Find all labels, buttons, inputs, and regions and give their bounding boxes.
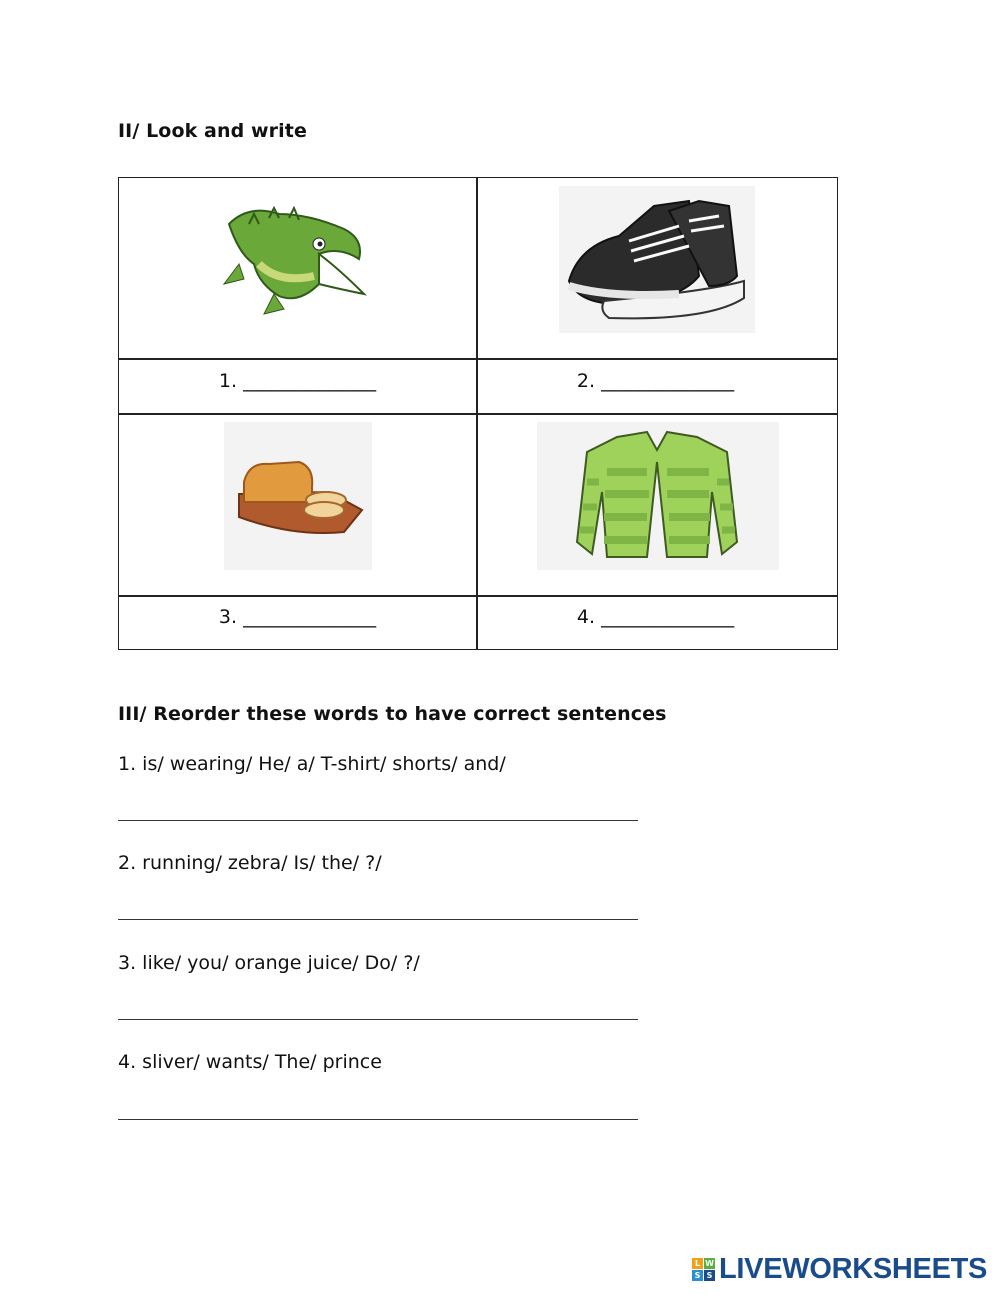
sneakers-picture bbox=[559, 186, 755, 333]
grid-divider bbox=[119, 413, 837, 415]
section-2-title: II/ Look and write bbox=[118, 120, 307, 142]
liveworksheets-logo bbox=[692, 1253, 987, 1285]
question-1: 1. is/ wearing/ He/ a/ T-shirt/ shorts/ and/ bbox=[118, 753, 506, 775]
answer-label-4: 4. ______________ bbox=[576, 606, 735, 628]
answer-line-4[interactable] bbox=[118, 1119, 638, 1120]
crocodile-picture bbox=[219, 184, 369, 329]
grid-divider bbox=[119, 595, 837, 597]
logo-mark-icon: L W S S bbox=[692, 1258, 715, 1281]
look-and-write-grid bbox=[118, 177, 838, 650]
answer-label-1: 1. ______________ bbox=[218, 370, 377, 392]
answer-label-3: 3. ______________ bbox=[218, 606, 377, 628]
logo-text: LIVEWORKSHEETS bbox=[719, 1252, 988, 1285]
jacket-picture bbox=[537, 422, 779, 570]
answer-line-3[interactable] bbox=[118, 1019, 638, 1020]
answer-line-1[interactable] bbox=[118, 820, 638, 821]
question-4: 4. sliver/ wants/ The/ prince bbox=[118, 1051, 382, 1073]
grid-divider bbox=[119, 358, 837, 360]
bread-picture bbox=[224, 422, 372, 570]
question-3: 3. like/ you/ orange juice/ Do/ ?/ bbox=[118, 952, 420, 974]
question-2: 2. running/ zebra/ Is/ the/ ?/ bbox=[118, 852, 382, 874]
section-3-title: III/ Reorder these words to have correct sentences bbox=[118, 703, 667, 725]
answer-label-2: 2. ______________ bbox=[576, 370, 735, 392]
answer-line-2[interactable] bbox=[118, 919, 638, 920]
